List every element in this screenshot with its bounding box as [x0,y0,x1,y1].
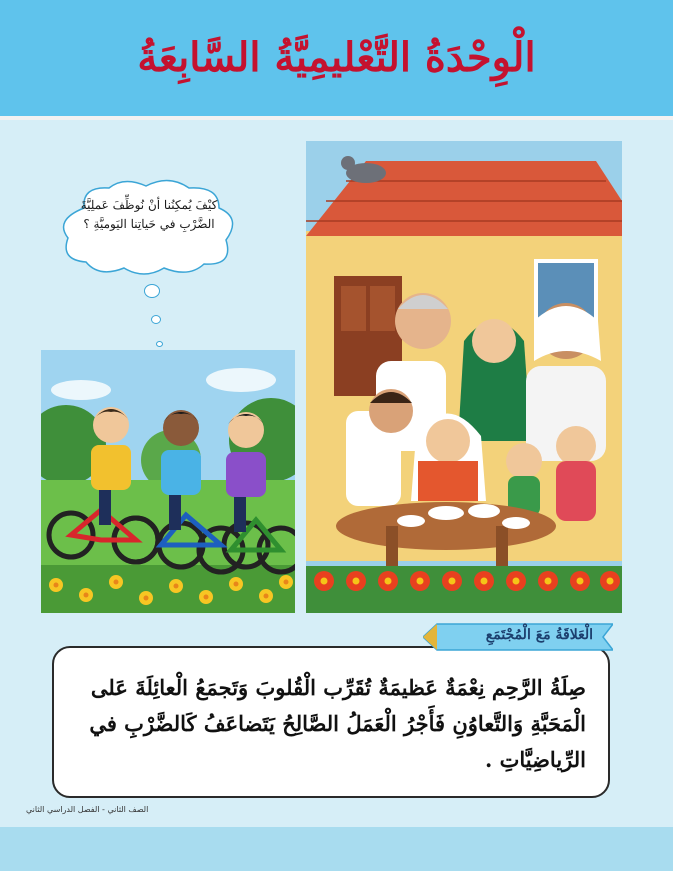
thought-dot [151,315,161,324]
thought-dot [156,341,163,347]
thought-bubble [54,178,244,278]
unit-title: الْوِحْدَةُ التَّعْليمِيَّةُ السَّابِعَةُ [137,34,536,81]
unit-header [0,0,673,120]
relation-tag [423,622,613,652]
relation-text-box [52,646,610,798]
relation-label: الْعَلاقَةُ مَعَ الْمُجْتَمَعِ [485,627,593,643]
footer-text: الصف الثاني - الفصل الدراسي الثاني [26,805,149,814]
family-illustration [306,141,622,613]
footer-band [0,827,673,871]
relation-text: صِلَةُ الرَّحِم نِعْمَةٌ عَظيمَةٌ تُقَرِّب الْقُلوبَ وَتَجمَعُ الْعائِلَةَ عَلى الْمَحَبَّةِ وَالتَّعاوُنِ فَأَجْرُ الْعَمَلُ الصَّالِحُ يَتَضاعَفُ كَالضَّرْبِ في الرِّياضِيَّاتِ . [89,675,586,772]
kids-illustration [41,350,295,613]
thought-text: كيْفَ يُمكِنُنا أنْ نُوظِّفَ عَملِيَّةَ الضَّرْبِ في حَياتِنا اليَوميَّةِ ؟ [80,198,218,231]
thought-dot [144,284,160,298]
